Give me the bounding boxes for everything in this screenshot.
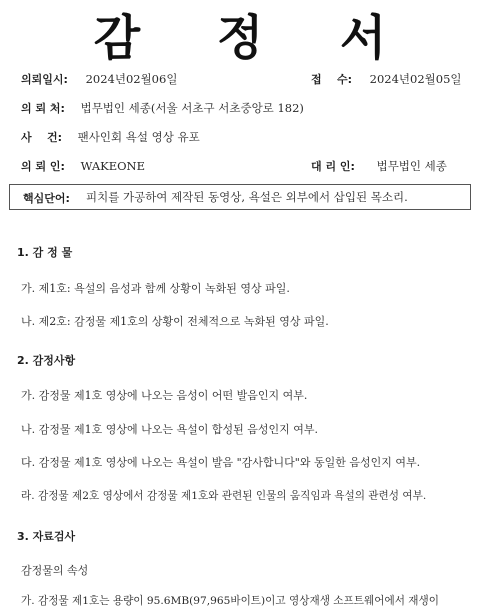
agent-value: 법무법인 세종: [376, 159, 447, 173]
receipt-date-value: 2024년02월05일: [369, 72, 462, 86]
section-item: 나. 감정물 제1호 영상에 나오는 욕설이 합성된 음성인지 여부.: [21, 423, 318, 436]
receipt-label: 접 수:: [311, 73, 352, 86]
agent-row: [311, 158, 447, 175]
section-item: 나. 제2호: 감정물 제1호의 상황이 전체적으로 녹화된 영상 파일.: [21, 315, 329, 328]
keywords-text: 피치를 가공하여 제작된 동영상, 욕설은 외부에서 삽입된 목소리.: [86, 190, 408, 204]
request-date-value: 2024년02월06일: [85, 72, 178, 86]
section-item: 가. 감정물 제1호 영상에 나오는 음성이 어떤 발음인지 여부.: [21, 389, 308, 402]
requester-value: WAKEONE: [80, 159, 146, 173]
section-heading: 2. 감정사항: [17, 354, 76, 367]
case-row: [21, 129, 200, 146]
client-org-value: 법무법인 세종(서울 서초구 서초중앙로 182): [80, 101, 304, 115]
section-item: 가. 감정물 제1호는 용량이 95.6MB(97,965바이트)이고 영상재생 소프트웨어에서 재생이: [21, 595, 440, 607]
section-heading: 1. 감 정 물: [17, 246, 73, 259]
case-value: 팬사인회 욕설 영상 유포: [77, 130, 200, 144]
section-item: 감정물의 속성: [21, 564, 89, 577]
requester-label: 의 뢰 인:: [21, 160, 65, 173]
document-title: 감 정 서: [93, 10, 417, 66]
agent-label: 대 리 인:: [311, 160, 355, 173]
section-item: 라. 감정물 제2호 영상에서 감정물 제1호와 관련된 인물의 움직임과 욕설의 관련성 여부.: [21, 490, 427, 502]
requester-row: [21, 158, 145, 175]
client-org-label: 의 뢰 처:: [21, 102, 65, 115]
receipt-row: [311, 71, 462, 88]
section-item: 가. 제1호: 욕설의 음성과 함께 상황이 녹화된 영상 파일.: [21, 282, 290, 295]
request-date-row: [21, 71, 177, 88]
request-date-label: 의뢰일시:: [21, 73, 68, 86]
section-item: 다. 감정물 제1호 영상에 나오는 욕설이 발음 "감사합니다"와 동일한 음성인지 여부.: [21, 456, 421, 469]
section-heading: 3. 자료검사: [17, 530, 76, 543]
keywords-box: [9, 184, 471, 210]
keywords-label: 핵심단어:: [23, 192, 70, 205]
client-org-row: [21, 100, 304, 117]
case-label: 사 건:: [21, 131, 62, 144]
